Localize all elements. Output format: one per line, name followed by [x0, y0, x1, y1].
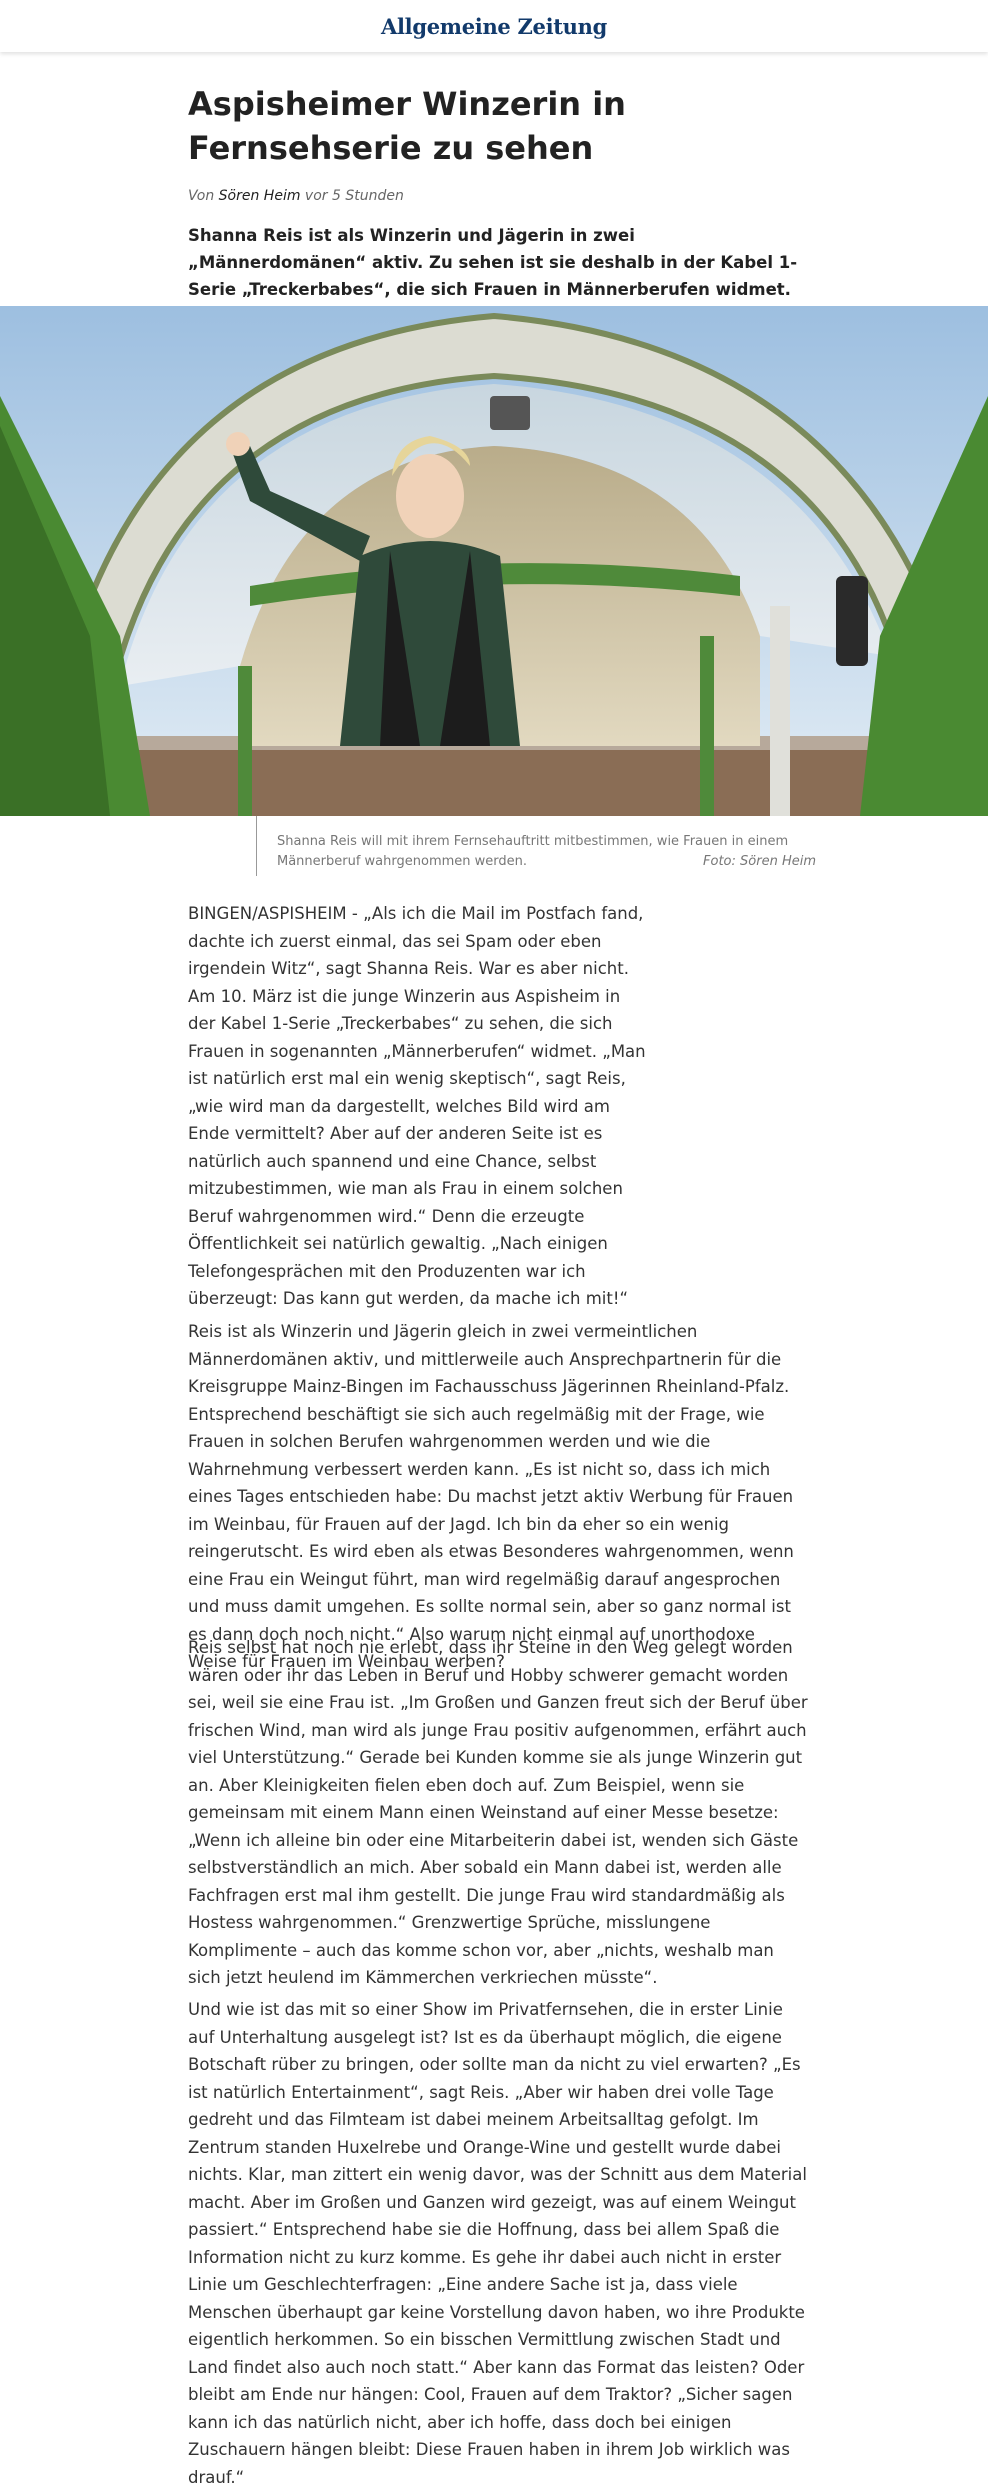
paragraph-text: Reis selbst hat noch nie erlebt, dass ihr Steine in den Weg gelegt worden wären oder ihr das Leben in Beruf und Hobby schwerer gemacht worden sei, weil sie eine Frau ist. „Im Großen und Ganzen freut sich der Beruf über frischen Wind, man wird als junge Frau positiv aufgenommen, erfährt auch viel Unterstützung.“ Gerade bei Kunden komme sie als junge Winzerin gut an. Aber Kleinigkeiten fielen eben doch auf. Zum Beispiel, wenn sie gemeinsam mit einem Mann einen Weinstand auf einer Messe besetze: „Wenn ich alleine bin oder eine Mitarbeiterin dabei ist, wenden sich Gäste selbstverständlich an mich. Aber sobald ein Mann dabei ist, werden alle Fachfragen erst mal ihm gestellt. Die junge Frau wird standardmäßig als Hostess wahrgenommen.“ Grenzwertige Sprüche, misslungene Komplimente – auch das komme schon vor, aber „nichts, weshalb man sich jetzt heulend im Kämmerchen verkriechen müsste“.: [188, 1638, 808, 1987]
article-paragraph-2: [188, 1318, 808, 1676]
caption-text: Shanna Reis will mit ihrem Fernsehauftritt mitbestimmen, wie Frauen in einem Männerberuf wahrgenommen werden.: [277, 834, 789, 869]
site-header: [0, 0, 988, 52]
site-logo[interactable]: Allgemeine Zeitung: [381, 13, 607, 39]
paragraph-text: BINGEN/ASPISHEIM - „Als ich die Mail im Postfach fand, dachte ich zuerst einmal, das sei Spam oder eben irgendein Witz“, sagt Shanna Reis. War es aber nicht. Am 10. März ist die junge Winzerin aus Aspisheim in der Kabel 1-Serie „Treckerbabes“ zu sehen, die sich Frauen in sogenannten „Männerberufen“ widmet. „Man ist natürlich erst mal ein wenig skeptisch“, sagt Reis, „wie wird man da dargestellt, welches Bild wird am Ende vermittelt? Aber auf der anderen Seite ist es natürlich auch spannend und eine Chance, selbst mitzubestimmen, wie man als Frau in einem solchen Beruf wahrgenommen wird.“ Denn die erzeugte Öffentlichkeit sei natürlich gewaltig. „Nach einigen Telefongesprächen mit den Produzenten war ich überzeugt: Das kann gut werden, da mache ich mit!“: [188, 904, 646, 1308]
article-header: [188, 52, 808, 303]
byline-prefix: Von: [188, 188, 215, 204]
publish-time: vor 5 Stunden: [304, 188, 404, 204]
article-lead: Shanna Reis ist als Winzerin und Jägerin in zwei „Männerdomänen“ aktiv. Zu sehen ist sie deshalb in der Kabel 1-Serie „Treckerbabes“, die sich Frauen in Männerberufen widmet.: [188, 226, 798, 299]
paragraph-text: Reis ist als Winzerin und Jägerin gleich in zwei vermeintlichen Männerdomänen aktiv, und mittlerweile auch Ansprechpartnerin für die Kreisgruppe Mainz-Bingen im Fachausschuss Jägerinnen Rheinland-Pfalz. Entsprechend beschäftigt sie sich auch regelmäßig mit der Frage, wie Frauen in solchen Berufen wahrgenommen werden und wie die Wahrnehmung verbessert werden kann. „Es ist nicht so, dass ich mich eines Tages entschieden habe: Du machst jetzt aktiv Werbung für Frauen im Weinbau, für Frauen auf der Jagd. Ich bin da eher so ein wenig reingerutscht. Es wird eben als etwas Besonderes wahrgenommen, wenn eine Frau ein Weingut führt, man wird regelmäßig darauf angesprochen und muss damit umgehen. Es sollte normal sein, aber so ganz normal ist es dann doch noch nicht.“ Also warum nicht einmal auf unorthodoxe Weise für Frauen im Weinbau werben?: [188, 1322, 794, 1671]
article-title: Aspisheimer Winzerin in Fernsehserie zu sehen: [188, 85, 626, 167]
author-link[interactable]: Sören Heim: [218, 188, 301, 204]
article-paragraph-3: [188, 1634, 808, 1992]
paragraph-text: Und wie ist das mit so einer Show im Privatfernsehen, die in erster Linie auf Unterhaltung ausgelegt ist? Ist es da überhaupt möglich, die eigene Botschaft rüber zu bringen, oder sollte man da nicht zu viel erwarten? „Es ist natürlich Entertainment“, sagt Reis. „Aber wir haben drei volle Tage gedreht und das Filmteam ist dabei meinem Arbeitsalltag gefolgt. Im Zentrum standen Huxelrebe und Orange-Wine und gestellt wurde dabei nichts. Klar, man zittert ein wenig davor, was der Schnitt aus dem Material macht. Aber im Großen und Ganzen wird gezeigt, was auf einem Weingut passiert.“ Entsprechend habe sie die Hoffnung, dass bei allem Spaß die Information nicht zu kurz komme. Es gehe ihr dabei auch nicht in erster Linie um Geschlechterfragen: „Eine andere Sache ist ja, dass viele Menschen überhaupt gar keine Vorstellung davon haben, wo ihre Produkte eigentlich herkommen. So ein bisschen Vermittlung zwischen Stadt und Land findet also auch noch statt.“ Aber kann das Format das leisten? Oder bleibt am Ende nur hängen: Cool, Frauen auf dem Traktor? „Sicher sagen kann ich das natürlich nicht, aber ich hoffe, dass doch bei einigen Zuschauern hängen bleibt: Diese Frauen haben in ihrem Job wirklich was drauf.“: [188, 2000, 807, 2487]
article-paragraph-1: [188, 900, 648, 1313]
tractor-photo: [0, 306, 988, 816]
byline: [188, 188, 808, 204]
image-caption: [256, 816, 816, 876]
article-paragraph-4: [188, 1996, 808, 2491]
article-image[interactable]: [0, 306, 988, 816]
photo-credit: Foto: Sören Heim: [703, 854, 816, 869]
